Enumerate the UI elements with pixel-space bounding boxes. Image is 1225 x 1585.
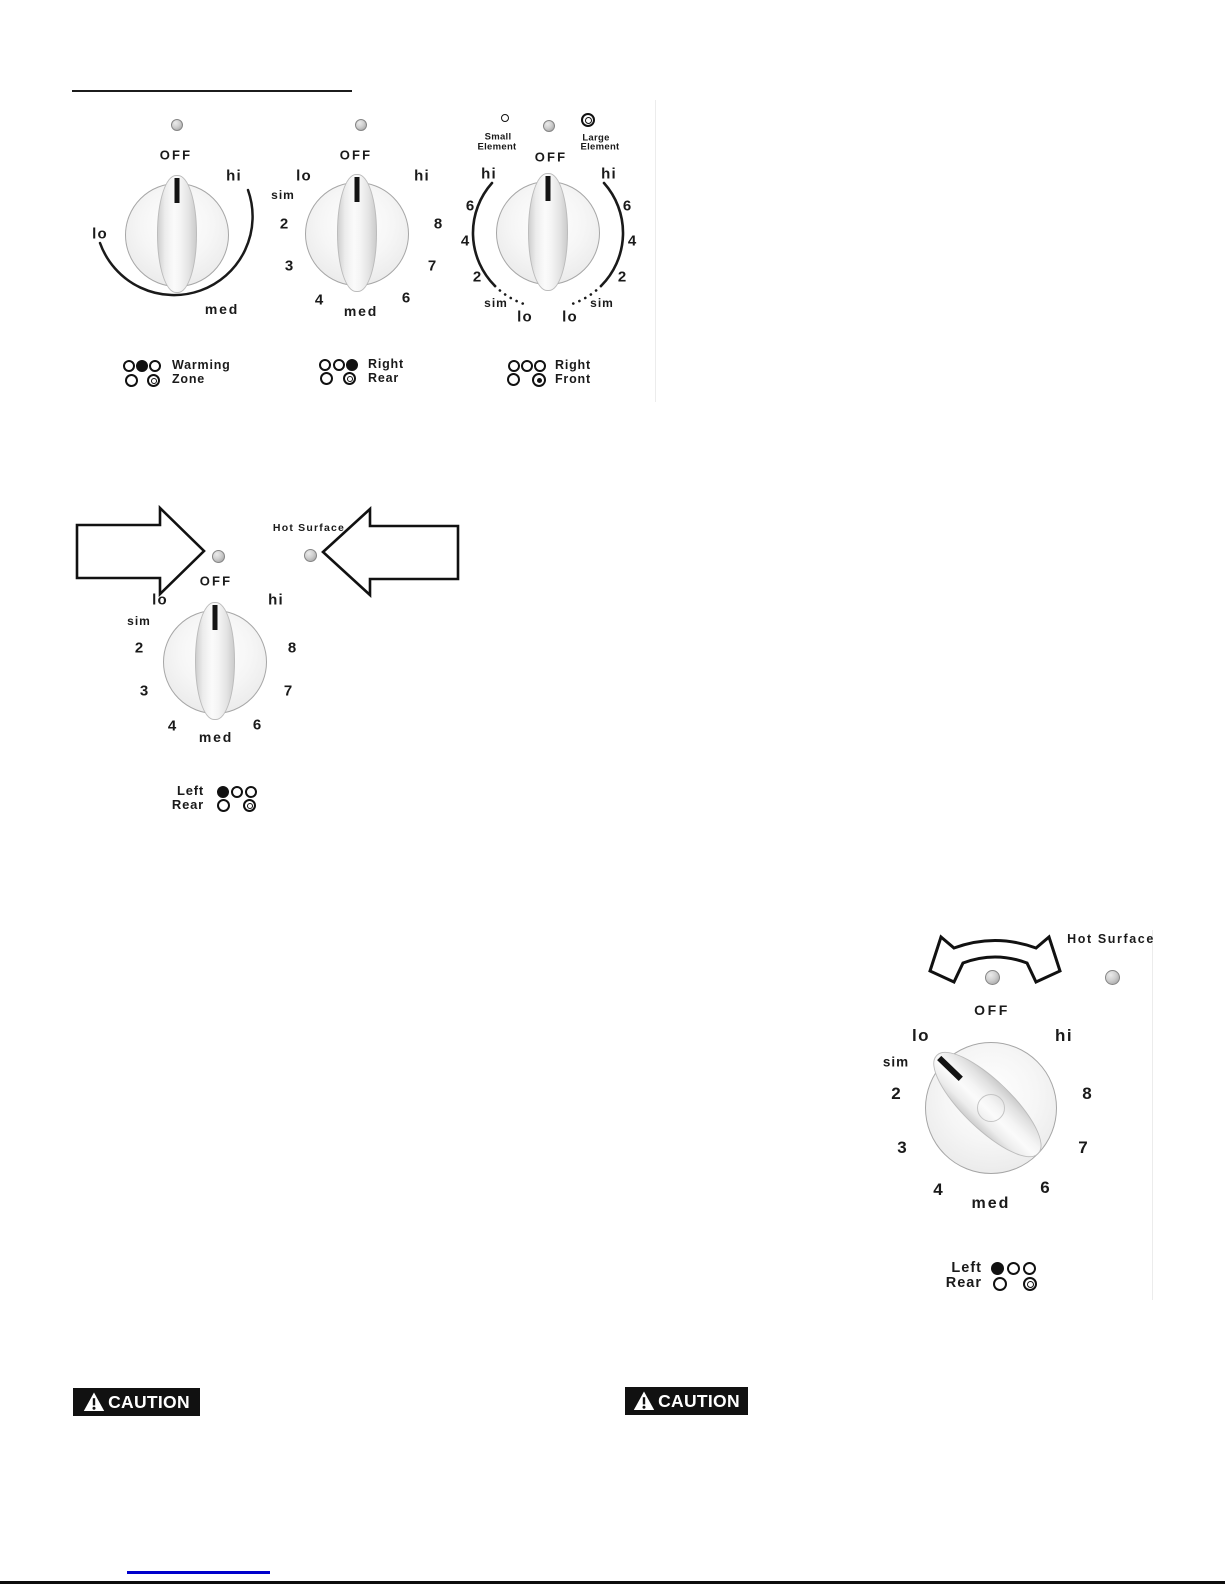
legend-line2: Zone <box>172 371 206 386</box>
left-rear-indicator-light <box>212 550 225 563</box>
legend-line1: Right <box>555 358 591 372</box>
left-rear-hi-label: hi <box>268 591 284 609</box>
right-front-2-right-label: 2 <box>617 268 627 286</box>
hot-surface-label: Hot Surface <box>1067 932 1155 946</box>
left-rear-4-label: 4 <box>933 1180 943 1199</box>
hot-surface-label: Hot Surface <box>272 522 346 534</box>
right-rear-legend-label <box>368 358 404 385</box>
warming-zone-lo-label: lo <box>92 225 108 243</box>
section-rule <box>72 90 352 92</box>
left-rear-legend-label <box>905 1261 982 1291</box>
right-rear-sim-label: sim <box>271 188 295 202</box>
caution-banner <box>73 1388 200 1416</box>
knob-pointer <box>175 178 180 203</box>
burner-diagram-warming-zone <box>1007 1262 1020 1275</box>
burner-diagram-right-rear <box>534 360 546 372</box>
left-rear-6-label: 6 <box>252 716 262 734</box>
burner-diagram-left-rear <box>123 360 135 372</box>
burner-diagram-right-front <box>532 373 546 387</box>
hot-surface-indicator-light <box>304 549 317 562</box>
right-front-hi-right-label: hi <box>601 165 617 183</box>
burner-diagram-warming-zone <box>136 360 148 372</box>
large-element-label-line2: Element <box>580 141 620 153</box>
left-rear-8-label: 8 <box>1082 1084 1092 1103</box>
warning-triangle-icon <box>633 1391 655 1411</box>
burner-diagram-right-rear <box>346 359 358 371</box>
left-rear-legend-label <box>140 784 204 812</box>
burner-diagram-left-front <box>125 374 138 387</box>
burner-diagram-right-front <box>147 374 160 387</box>
scan-edge <box>1152 930 1153 1300</box>
left-rear-3-label: 3 <box>897 1138 907 1157</box>
right-rear-7-label: 7 <box>427 257 437 275</box>
right-front-lo-left-label: lo <box>517 308 533 326</box>
warning-triangle-icon <box>83 1392 105 1412</box>
right-rear-off-label: OFF <box>339 147 373 163</box>
small-element-label-line2: Element <box>477 141 517 153</box>
legend-line1: Warming <box>172 358 231 372</box>
burner-diagram-right-rear <box>1023 1262 1036 1275</box>
right-rear-lo-label: lo <box>296 167 312 185</box>
right-front-indicator-light <box>543 120 555 132</box>
right-front-hi-left-label: hi <box>481 165 497 183</box>
left-rear-6-label: 6 <box>1040 1178 1050 1197</box>
burner-diagram-right-front <box>243 799 256 812</box>
right-front-sim-right-label: sim <box>590 296 614 310</box>
right-front-knob <box>496 181 600 285</box>
right-rear-indicator-light <box>355 119 367 131</box>
burner-diagram-warming-zone <box>231 786 243 798</box>
left-rear-3-label: 3 <box>139 682 149 700</box>
right-rear-2-label: 2 <box>279 215 289 233</box>
left-rear-knob <box>163 610 267 714</box>
left-rear-lo-label: lo <box>152 591 168 609</box>
burner-diagram-left-front <box>507 373 520 386</box>
left-rear-off-label: OFF <box>199 573 233 589</box>
legend-line1: Left <box>176 783 204 798</box>
left-rear-4-label: 4 <box>167 717 177 735</box>
legend-line2: Rear <box>171 797 204 812</box>
burner-diagram-left-rear <box>319 359 331 371</box>
burner-diagram-right-front <box>343 372 356 385</box>
left-rear-med-label: med <box>971 1195 1011 1212</box>
burner-diagram-left-rear <box>217 786 229 798</box>
callout-arrows <box>70 500 470 605</box>
left-rear-hi-label: hi <box>1055 1026 1073 1045</box>
left-rear-2-label: 2 <box>891 1084 901 1103</box>
left-rear-8-label: 8 <box>287 639 297 657</box>
small-element-icon <box>501 114 509 122</box>
right-rear-knob <box>305 182 409 286</box>
caution-banner <box>625 1387 748 1415</box>
left-rear-sim-label: sim <box>127 614 151 628</box>
knob-center-cap <box>977 1094 1005 1122</box>
warming-zone-med-label: med <box>204 301 240 317</box>
left-rear-7-label: 7 <box>283 682 293 700</box>
burner-diagram-left-rear <box>991 1262 1004 1275</box>
caution-label: CAUTION <box>658 1390 740 1411</box>
small-element-label-line1: Small <box>484 131 512 143</box>
burner-diagram-warming-zone <box>333 359 345 371</box>
left-rear-7-label: 7 <box>1078 1138 1088 1157</box>
left-rear-med-label: med <box>198 729 234 745</box>
burner-diagram-left-front <box>217 799 230 812</box>
legend-line1: Right <box>368 357 404 371</box>
right-front-off-label: OFF <box>534 149 568 165</box>
right-rear-3-label: 3 <box>284 257 294 275</box>
legend-line1: Left <box>951 1260 982 1276</box>
warming-zone-off-label: OFF <box>159 147 193 163</box>
right-front-legend-label <box>555 359 591 386</box>
right-rear-6-label: 6 <box>401 289 411 307</box>
right-rear-hi-label: hi <box>414 167 430 185</box>
large-element-label-line1: Large <box>582 132 610 144</box>
legend-line2: Front <box>555 371 591 386</box>
warming-zone-knob <box>125 183 229 287</box>
page-bottom-edge <box>0 1581 1225 1584</box>
right-front-lo-right-label: lo <box>562 308 578 326</box>
warming-zone-legend-label <box>172 359 231 386</box>
left-rear-knob-turned <box>925 1042 1057 1174</box>
right-front-4-left-label: 4 <box>460 232 470 250</box>
legend-line2: Rear <box>368 370 399 385</box>
right-front-sim-left-label: sim <box>484 296 508 310</box>
right-rear-4-label: 4 <box>314 291 324 309</box>
left-rear-indicator-light <box>985 970 1000 985</box>
burner-diagram-left-rear <box>508 360 520 372</box>
knob-pointer <box>213 605 218 630</box>
legend-line2: Rear <box>945 1275 982 1291</box>
burner-diagram-left-front <box>320 372 333 385</box>
right-front-6-right-label: 6 <box>622 197 632 215</box>
right-front-6-left-label: 6 <box>465 197 475 215</box>
knob-pointer <box>546 176 551 201</box>
right-rear-med-label: med <box>343 303 379 319</box>
warming-zone-hi-label: hi <box>226 167 242 185</box>
hot-surface-indicator-light <box>1105 970 1120 985</box>
left-rear-sim-label: sim <box>882 1054 910 1070</box>
right-rear-8-label: 8 <box>433 215 443 233</box>
right-pointing-arrow-icon <box>77 508 204 594</box>
burner-diagram-right-rear <box>149 360 161 372</box>
left-rear-2-label: 2 <box>134 639 144 657</box>
right-front-4-right-label: 4 <box>627 232 637 250</box>
burner-diagram-right-front <box>1023 1277 1037 1291</box>
burner-diagram-warming-zone <box>521 360 533 372</box>
left-rear-off-label: OFF <box>974 1002 1010 1018</box>
burner-diagram-left-front <box>993 1277 1007 1291</box>
caution-label: CAUTION <box>108 1391 190 1412</box>
right-front-2-left-label: 2 <box>472 268 482 286</box>
knob-pointer <box>355 177 360 202</box>
left-rear-lo-label: lo <box>912 1026 930 1045</box>
footer-link-line <box>127 1571 270 1574</box>
large-element-icon <box>581 113 595 127</box>
burner-diagram-right-rear <box>245 786 257 798</box>
